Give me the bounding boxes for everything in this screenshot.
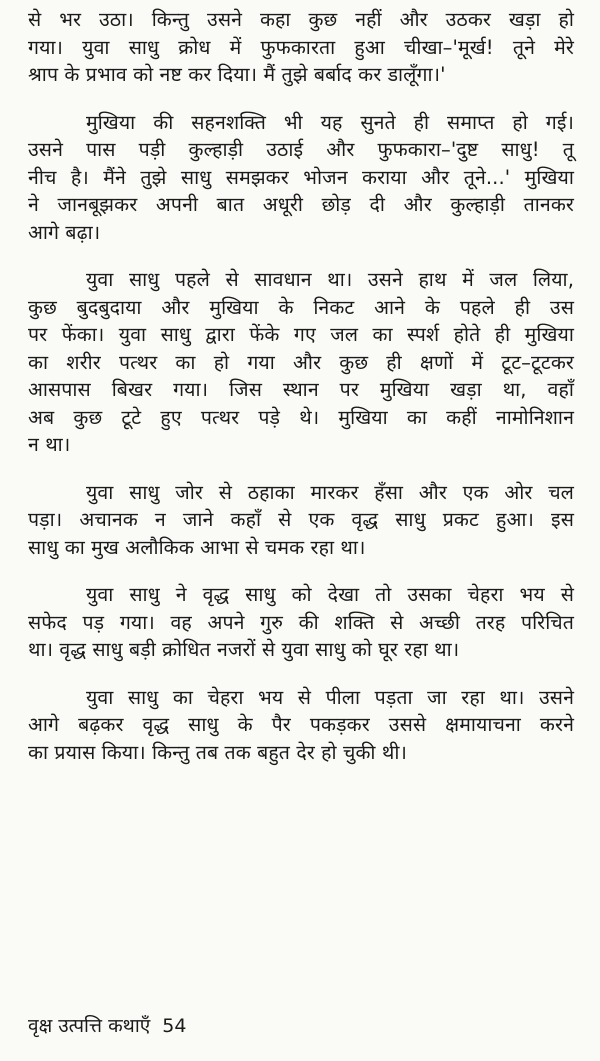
text-line: युवा साधु ने वृद्ध साधु को देखा तो उसका चेहरा भय से — [86, 583, 574, 606]
text-line: युवा साधु पहले से सावधान था। उसने हाथ में जल लिया, — [86, 268, 574, 291]
page-footer — [28, 1012, 186, 1040]
text-line: युवा साधु जोर से ठहाका मारकर हँसा और एक ओर चल — [86, 480, 574, 504]
text-line: ने जानबूझकर अपनी बात अधूरी छोड़ दी और कुल्हाड़ी तानकर — [28, 193, 574, 216]
paragraph — [28, 109, 574, 247]
text-line: पड़ा। अचानक न जाने कहाँ से एक वृद्ध साधु प्रकट हुआ। इस — [28, 508, 574, 531]
text-line: का प्रयास किया। किन्तु तब तक बहुत देर हो चुकी थी। — [28, 740, 407, 764]
text-line: मुखिया की सहनशक्ति भी यह सुनते ही समाप्त हो गई। — [86, 110, 574, 134]
text-line: साधु का मुख अलौकिक आभा से चमक रहा था। — [28, 535, 366, 559]
paragraph — [28, 266, 574, 459]
paragraph — [28, 6, 574, 89]
text-line: आसपास बिखर गया। जिस स्थान पर मुखिया खड़ा था, वहाँ — [28, 378, 574, 401]
text-line: उसने पास पड़ी कुल्हाड़ी उठाई और फुफकारा–'दुष्ट साधु! तू — [28, 138, 574, 161]
text-line: नीच है। मैंने तुझे साधु समझकर भोजन कराया और तूने...' मुखिया — [28, 165, 574, 189]
text-line: था। वृद्ध साधु बड़ी क्रोधित नजरों से युवा साधु को घूर रहा था। — [28, 638, 460, 661]
paragraph — [28, 581, 574, 664]
text-line: गया। युवा साधु क्रोध में फुफकारता हुआ चीखा–'मूर्ख! तूने मेरे — [28, 35, 574, 59]
text-line: कुछ बुदबुदाया और मुखिया के निकट आने के पहले ही उस — [28, 295, 574, 319]
text-line: युवा साधु का चेहरा भय से पीला पड़ता जा रहा था। उसने — [86, 685, 574, 709]
text-line: आगे बढ़कर वृद्ध साधु के पैर पकड़कर उससे क्षमायाचना करने — [28, 713, 574, 736]
text-line: आगे बढ़ा। — [28, 220, 101, 244]
text-line: न था। — [28, 433, 71, 456]
book-title: वृक्ष उत्पत्ति कथाएँ — [28, 1015, 151, 1037]
text-line: पर फेंका। युवा साधु द्वारा फेंके गए जल का स्पर्श होते ही मुखिया — [28, 323, 574, 346]
text-line: का शरीर पत्थर का हो गया और कुछ ही क्षणों में टूट–टूटकर — [28, 350, 574, 374]
paragraph — [28, 479, 574, 562]
text-line: श्राप के प्रभाव को नष्ट कर दिया। मैं तुझे बर्बाद कर डालूँगा।' — [28, 63, 446, 86]
page-number: 54 — [162, 1015, 187, 1037]
paragraph — [28, 684, 574, 767]
text-line: अब कुछ टूटे हुए पत्थर पड़े थे। मुखिया का कहीं नामोनिशान — [28, 405, 574, 429]
text-line: सफेद पड़ गया। वह अपने गुरु की शक्ति से अच्छी तरह परिचित — [28, 610, 574, 634]
text-line: से भर उठा। किन्तु उसने कहा कुछ नहीं और उठकर खड़ा हो — [28, 8, 574, 31]
